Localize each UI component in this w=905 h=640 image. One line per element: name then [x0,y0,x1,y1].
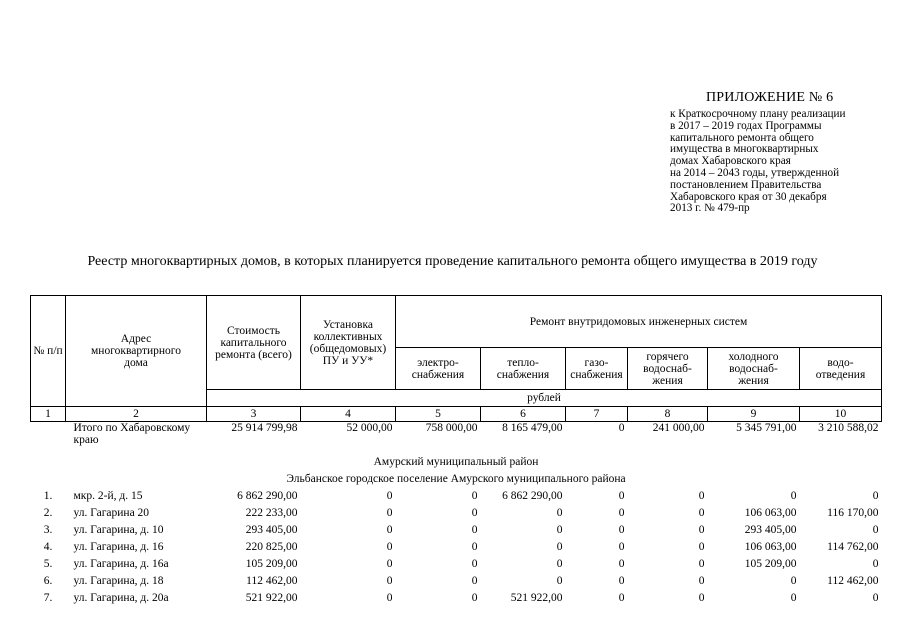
district-label: Амурский муниципальный район [373,456,539,468]
row-num: 6. [43,575,53,587]
table-row [31,505,882,522]
row-cost: 105 209,00 [245,558,298,570]
header-cost: Стоимость капитального ремонта (всего) [207,296,301,390]
header-heat: тепло-снабжения [481,348,566,390]
row-gas: 0 [618,524,625,536]
row-gas: 0 [618,558,625,570]
row-meters: 0 [386,575,393,587]
row-address: ул. Гагарина, д. 16 [73,541,164,553]
total-heat: 8 165 479,00 [502,422,563,434]
column-number: 2 [66,407,207,422]
row-num: 3. [43,524,53,536]
row-electric: 0 [471,541,478,553]
row-num: 1. [43,490,53,502]
appendix-note-line: в 2017 – 2019 годах Программы [670,119,822,132]
row-hot-water: 0 [698,541,705,553]
registry-table [30,295,882,607]
row-gas: 0 [618,575,625,587]
row-gas: 0 [618,592,625,604]
row-hot-water: 0 [698,558,705,570]
row-cost: 293 405,00 [245,524,298,536]
appendix-note-line: Хабаровского края от 30 декабря [670,190,827,203]
total-gas: 0 [618,422,625,434]
row-heat: 6 862 290,00 [502,490,563,502]
row-address: ул. Гагарина, д. 16а [73,558,169,570]
column-number: 3 [207,407,301,422]
row-cost: 521 922,00 [245,592,298,604]
row-gas: 0 [618,507,625,519]
column-number: 5 [396,407,481,422]
row-cost: 6 862 290,00 [237,490,298,502]
column-number-row [31,407,882,422]
row-cold-water: 0 [790,490,797,502]
table-row [31,573,882,590]
row-hot-water: 0 [698,490,705,502]
row-sewer: 116 170,00 [827,507,879,519]
header-electric: электро-снабжения [396,348,481,390]
appendix-note [670,109,876,215]
appendix-note-line: 2013 г. № 479-пр [670,202,750,215]
row-address: ул. Гагарина, д. 20а [73,592,169,604]
column-number: 9 [708,407,800,422]
row-sewer: 0 [872,524,879,536]
row-gas: 0 [618,541,625,553]
total-hot-water: 241 000,00 [652,422,705,434]
settlement-label: Эльбанское городское поселение Амурского муниципального района [286,473,626,485]
row-cost: 222 233,00 [245,507,298,519]
total-electric: 758 000,00 [425,422,478,434]
column-number: 1 [31,407,66,422]
row-num: 4. [43,541,53,553]
row-sewer: 0 [872,592,879,604]
district-row [31,454,882,471]
column-number: 7 [566,407,628,422]
row-cold-water: 106 063,00 [744,507,797,519]
settlement-row [31,471,882,488]
appendix-title: ПРИЛОЖЕНИЕ № 6 [706,90,834,105]
row-cold-water: 0 [790,592,797,604]
table-row [31,488,882,505]
column-number: 4 [301,407,396,422]
header-sewer: водо-отведения [800,348,882,390]
row-cold-water: 293 405,00 [744,524,797,536]
row-meters: 0 [386,507,393,519]
total-meters: 52 000,00 [346,422,393,434]
row-sewer: 114 762,00 [827,541,879,553]
table-row [31,556,882,573]
row-sewer: 0 [872,558,879,570]
row-electric: 0 [471,575,478,587]
appendix-note-line: на 2014 – 2043 годы, утвержденной [670,166,840,179]
appendix-note-line: имущества в многоквартирных [670,143,819,156]
row-hot-water: 0 [698,592,705,604]
row-heat: 0 [556,524,563,536]
row-cost: 220 825,00 [245,541,298,553]
row-electric: 0 [471,490,478,502]
row-address: ул. Гагарина, д. 18 [73,575,164,587]
row-heat: 521 922,00 [510,592,563,604]
table-row [31,539,882,556]
row-cold-water: 105 209,00 [744,558,797,570]
appendix-note-line: к Краткосрочному плану реализации [670,108,846,120]
row-electric: 0 [471,558,478,570]
row-hot-water: 0 [698,507,705,519]
total-label: Итого по Хабаровскому краю [73,422,191,446]
row-meters: 0 [386,592,393,604]
row-cost: 112 462,00 [246,575,298,587]
row-num: 7. [43,592,53,604]
header-num: № п/п [31,296,66,407]
row-meters: 0 [386,541,393,553]
table-row [31,590,882,607]
row-electric: 0 [471,592,478,604]
row-electric: 0 [471,507,478,519]
row-address: ул. Гагарина 20 [73,507,150,519]
header-gas: газо-снабжения [566,348,628,390]
header-units: рублей [207,390,882,407]
row-sewer: 112 462,00 [827,575,879,587]
row-num: 2. [43,507,53,519]
header-address: Адрес многоквартирного дома [66,296,207,407]
header-cold-water: холодного водоснаб-жения [708,348,800,390]
row-meters: 0 [386,524,393,536]
row-hot-water: 0 [698,575,705,587]
row-gas: 0 [618,490,625,502]
row-cold-water: 106 063,00 [744,541,797,553]
table-row [31,522,882,539]
total-sewer: 3 210 588,02 [818,422,879,434]
row-address: ул. Гагарина, д. 10 [73,524,164,536]
total-row [31,422,882,455]
row-cold-water: 0 [790,575,797,587]
row-hot-water: 0 [698,524,705,536]
appendix-note-line: постановлением Правительства [670,178,822,191]
row-sewer: 0 [872,490,879,502]
row-meters: 0 [386,558,393,570]
row-heat: 0 [556,507,563,519]
header-meters: Установка коллективных (общедомовых) ПУ и УУ* [301,296,396,390]
row-heat: 0 [556,575,563,587]
column-number: 8 [628,407,708,422]
column-number: 6 [481,407,566,422]
header-hot-water: горячего водоснаб-жения [628,348,708,390]
column-number: 10 [800,407,882,422]
header-systems-group: Ремонт внутридомовых инженерных систем [396,296,882,348]
row-address: мкр. 2-й, д. 15 [73,490,143,502]
row-meters: 0 [386,490,393,502]
appendix-note-line: капитального ремонта общего [670,131,814,144]
total-cold-water: 5 345 791,00 [736,422,797,434]
appendix-note-line: домах Хабаровского края [670,155,791,168]
row-heat: 0 [556,541,563,553]
row-num: 5. [43,558,53,570]
document-title: Реестр многоквартирных домов, в которых планируется проведение капитального ремонта общего имущества в 2019 году [87,254,818,269]
row-heat: 0 [556,558,563,570]
total-cost: 25 914 799,98 [231,422,298,434]
row-electric: 0 [471,524,478,536]
